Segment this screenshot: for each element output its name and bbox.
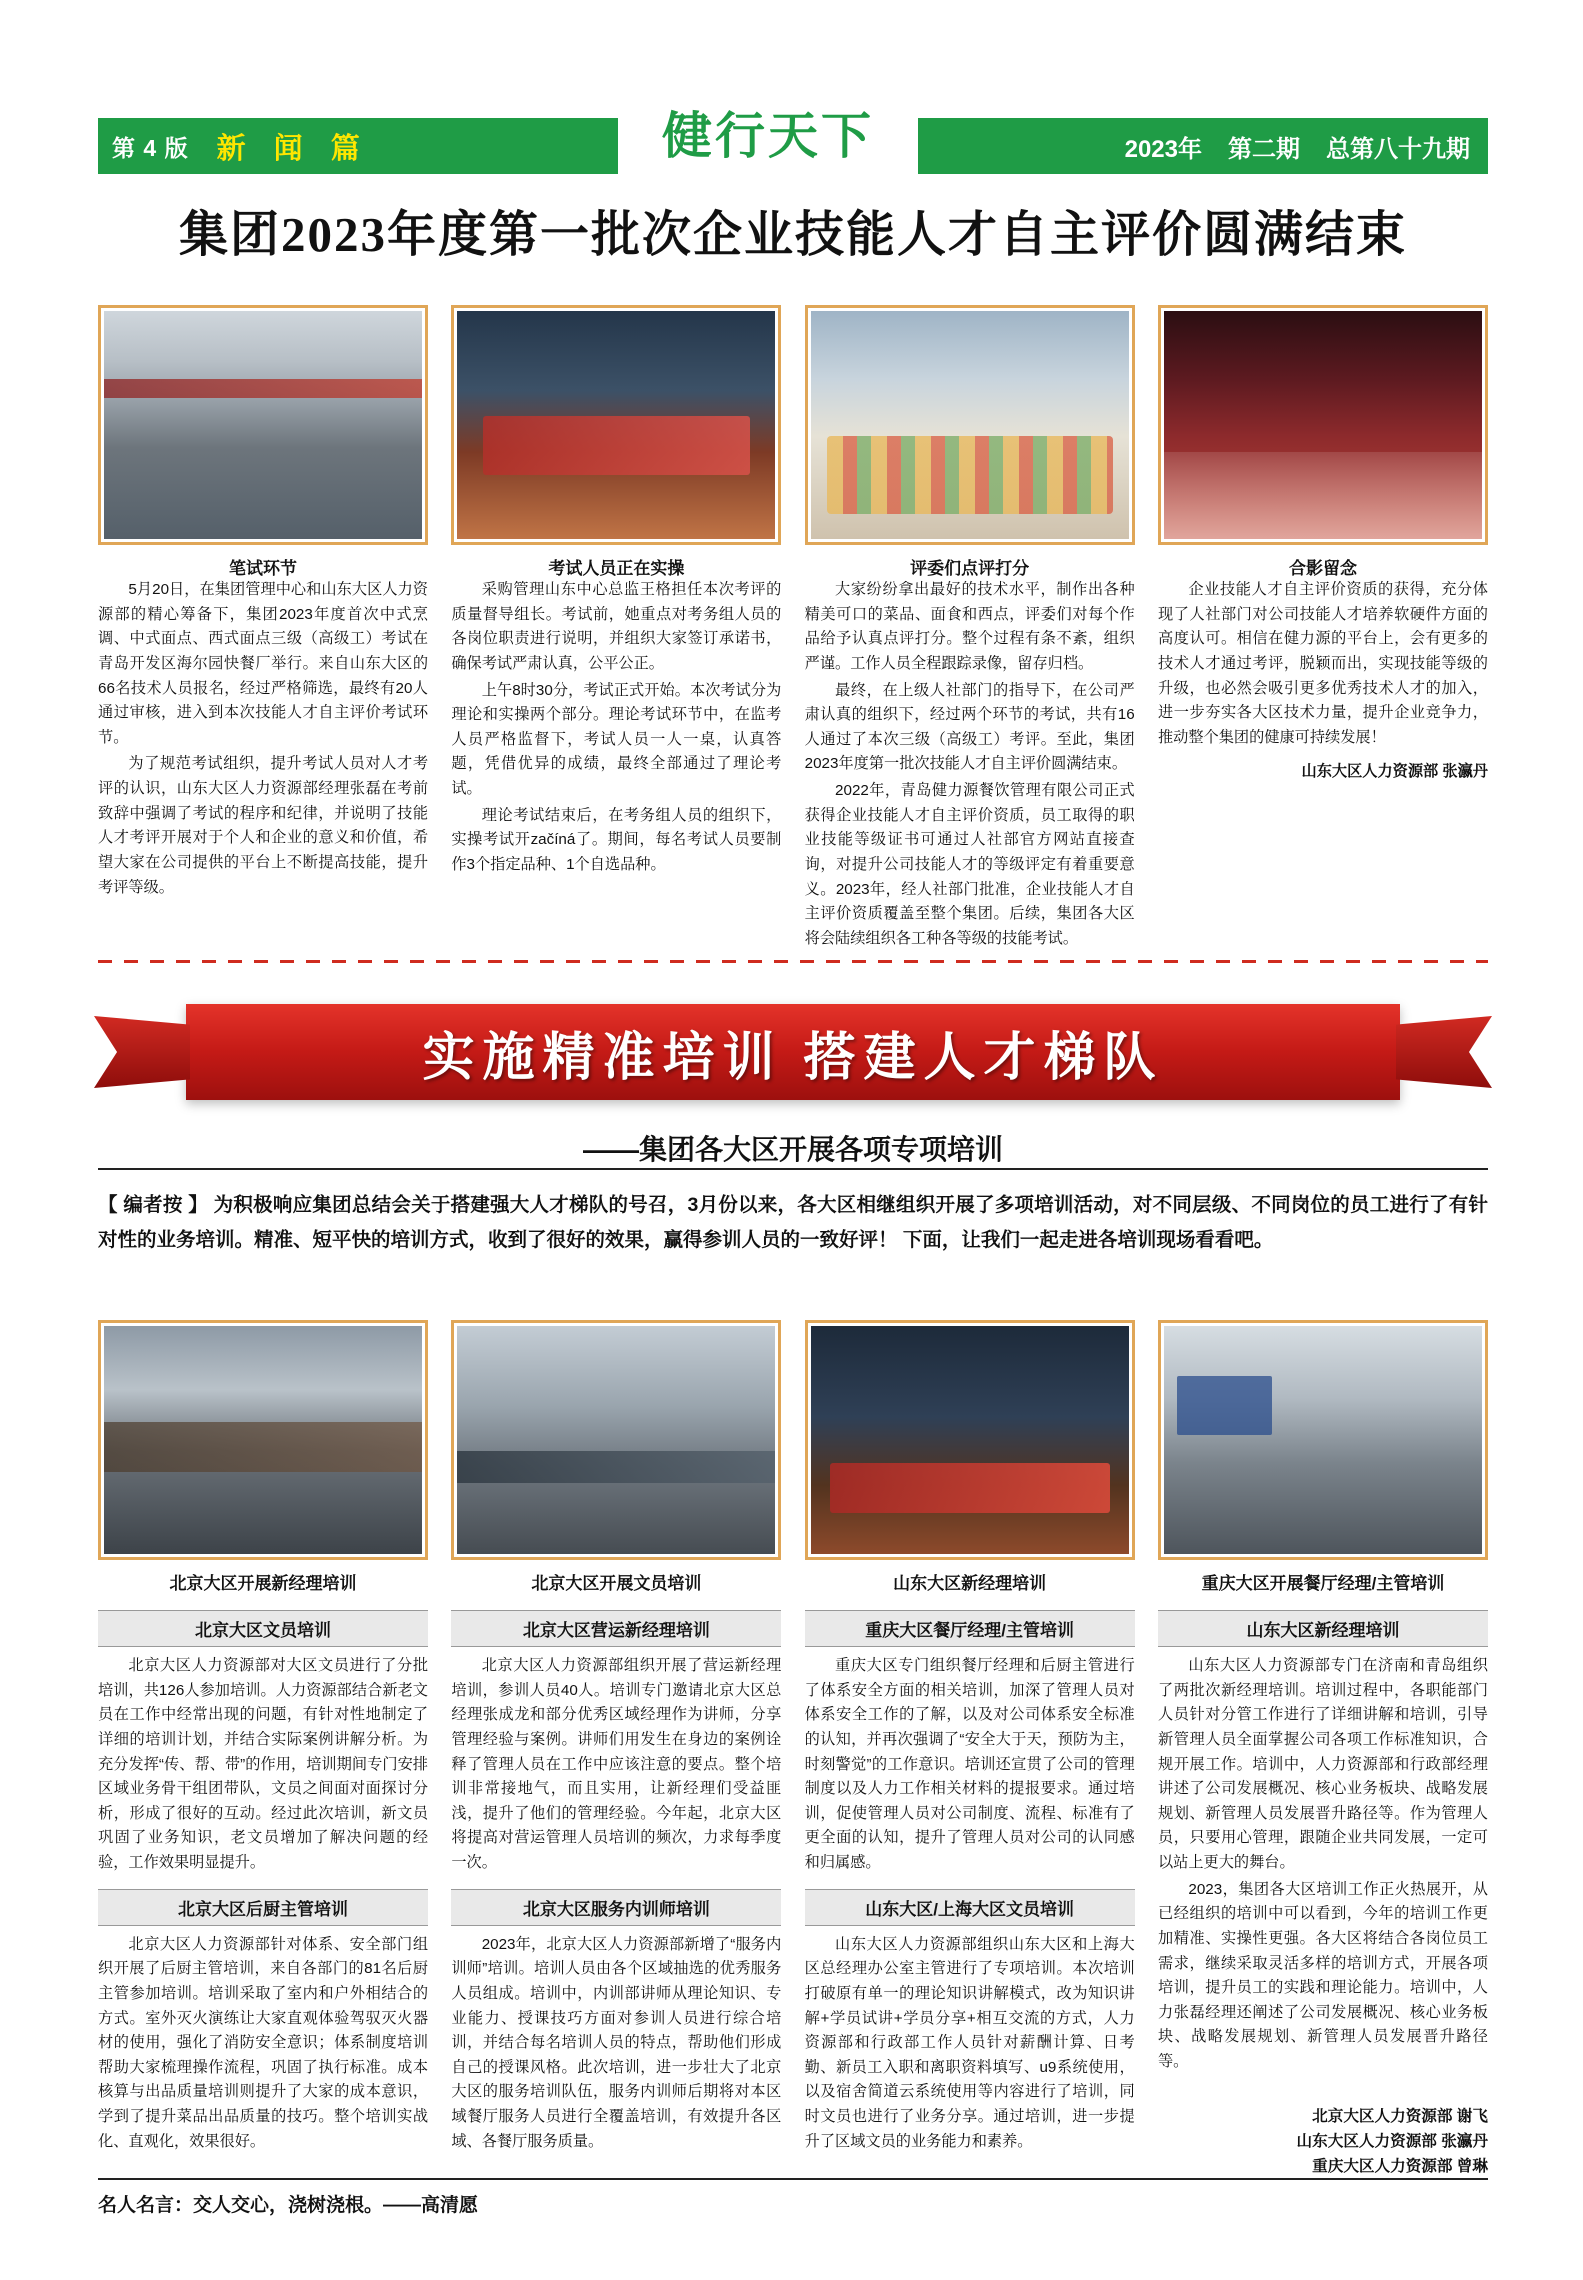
- photo-frame: [1158, 1320, 1488, 1560]
- article-column-1: [98, 1610, 428, 2156]
- photo-row-top: [98, 305, 1488, 579]
- photo-caption: 山东大区新经理培训: [893, 1574, 1047, 1593]
- photo-frame: [98, 1320, 428, 1560]
- publication-logo-text: 健行天下: [662, 108, 874, 164]
- photo-frame: [1158, 305, 1488, 545]
- issue-total: 总第八十九期: [1326, 135, 1470, 163]
- photo-image: [457, 311, 775, 539]
- photo-image: [104, 1326, 422, 1554]
- sub-headline: 北京大区后厨主管培训: [98, 1889, 428, 1926]
- paragraph: 最终，在上级人社部门的指导下，在公司严肃认真的组织下，经过两个环节的考试，共有16人通过了本次三级（高级工）考评。至此，集团2023年度第一批次技能人才自主评价圆满结束。: [804, 681, 1135, 773]
- photo-frame: [451, 1320, 781, 1560]
- paragraph: 理论考试结束后，在考务组人员的组织下，实操考试开začíná了。期间，每名考试人员要制作3个指定品种、1个自选品种。: [451, 806, 782, 873]
- masthead-left: [98, 118, 370, 174]
- issue-number: 第二期: [1228, 135, 1300, 163]
- photo-caption: 笔试环节: [229, 559, 297, 578]
- photo-image: [457, 1326, 775, 1554]
- article-column-4: [1158, 1610, 1488, 2156]
- article-column-4: [1158, 578, 1488, 953]
- photo-caption: 北京大区开展文员培训: [531, 1574, 702, 1593]
- photo-caption: 评委们点评打分: [910, 559, 1030, 578]
- paragraph: 企业技能人才自主评价资质的获得，充分体现了人社部门对公司技能人才培养软硬件方面的高度认可。相信在健力源的平台上，会有更多的技术人才通过考评，脱颖而出，实现技能等级的升级，也必然会吸引更多优秀技术人才的加入，进一步夯实各大区技术力量，提升企业竞争力，推动整个集团的健康可持续发展！: [1157, 581, 1488, 746]
- photo-caption: 重庆大区开展餐厅经理/主管培训: [1201, 1574, 1445, 1593]
- photo-image: [1164, 311, 1482, 539]
- sub-headline: 北京大区文员培训: [98, 1610, 428, 1647]
- photo-caption: 北京大区开展新经理培训: [169, 1574, 357, 1593]
- signature-line: 重庆大区人力资源部 曾琳: [1312, 2157, 1488, 2175]
- sub-headline: 山东大区新经理培训: [1158, 1610, 1488, 1647]
- signature-line: 山东大区人力资源部 张瀛丹: [1296, 2132, 1488, 2150]
- paragraph: 2022年，青岛健力源餐饮管理有限公司正式获得企业技能人才自主评价资质，员工取得的职业技能等级证书可通过人社部官方网站直接查询，对提升公司技能人才的等级评定有着重要意义。2023年，经人社部门批准，企业技能人才自主评价资质覆盖至整个集团。后续，集团各大区将会陆续组织各工种各等级的技能考试。: [804, 782, 1135, 947]
- paragraph: 北京大区人力资源部组织开展了营运新经理培训，参训人员40人。培训专门邀请北京大区总经理张成龙和部分优秀区域经理作为讲师，分享管理经验与案例。讲师们用发生在身边的案例诠释了管理人员在工作中应该注意的要点。整个培训非常接地气，而且实用，让新经理们受益匪浅，提升了他们的管理经验。今年起，北京大区将提高对营运管理人员培训的频次，力求每季度一次。: [451, 1657, 782, 1871]
- footer-quote: 名人名言：交人交心，浇树浇根。——高清愿: [98, 2195, 479, 2216]
- photo-frame: [805, 1320, 1135, 1560]
- paragraph: 山东大区人力资源部组织山东大区和上海大区总经理办公室主管进行了专项培训。本次培训打破原有单一的理论知识讲解模式，改为知识讲解+学员试讲+学员分享+相互交流的方式，人力资源部和行政部工作人员针对薪酬计算、日考勤、新员工入职和离职资料填写、u9系统使用，以及宿舍简道云系统使用等内容进行了培训，同时文员也进行了业务分享。通过培训，进一步提升了区域文员的业务能力和素养。: [804, 1935, 1135, 2150]
- photo-item: [1158, 305, 1488, 579]
- photo-item: [98, 305, 428, 579]
- page-number-label: 第 4 版: [112, 134, 189, 161]
- article-bottom-columns: [98, 1610, 1488, 2156]
- paragraph: 北京大区人力资源部对大区文员进行了分批培训，共126人参加培训。人力资源部结合新老文员在工作中经常出现的问题，有针对性地制定了详细的培训计划，并结合实际案例讲解分析。为充分发挥“传、帮、带”的作用，培训期间专门安排区域业务骨干组团带队，文员之间面对面探讨分析，形成了很好的互动。经过此次培训，新文员巩固了业务知识，老文员增加了解决问题的经验，工作效果明显提升。: [98, 1657, 428, 1871]
- paragraph: 为了规范考试组织，提升考试人员对人才考评的认识，山东大区人力资源部经理张磊在考前致辞中强调了考试的程序和纪律，并说明了技能人才考评开展对于个人和企业的意义和价值，希望大家在公司提供的平台上不断提高技能，提升考评等级。: [98, 755, 428, 896]
- photo-row-bottom: [98, 1320, 1488, 1594]
- article-column-3: [805, 578, 1135, 953]
- paragraph: 上午8时30分，考试正式开始。本次考试分为理论和实操两个部分。理论考试环节中，在监考人员严格监督下，考试人员一人一桌，认真答题，凭借优异的成绩，最终全部通过了理论考试。: [451, 681, 782, 797]
- photo-caption: 考试人员正在实操: [548, 559, 685, 578]
- issue-year: 2023年: [1124, 135, 1202, 163]
- photo-image: [1164, 1326, 1482, 1554]
- banner-title: 实施精准培训 搭建人才梯队: [422, 1029, 1164, 1087]
- photo-item: [1158, 1320, 1488, 1594]
- paragraph: 2023，集团各大区培训工作正火热展开，从已经组织的培训中可以看到，今年的培训工作更加精准、实操性更强。各大区将结合各岗位员工需求，继续采取灵活多样的培训方式，开展各项培训，提升员工的实践和理论能力。培训中，人力张磊经理还阐述了公司发展概况、核心业务板块、战略发展规划、新管理人员发展晋升路径等。: [1157, 1880, 1488, 2070]
- signature-line: 北京大区人力资源部 谢飞: [1312, 2108, 1488, 2125]
- paragraph: 2023年，北京大区人力资源部新增了“服务内训师”培训。培训人员由各个区域抽选的优秀服务人员组成。培训中，内训部讲师从理论知识、专业能力、授课技巧方面对参训人员进行综合培训，并结合每名培训人员的特点，帮助他们形成自己的授课风格。此次培训，进一步壮大了北京大区的服务培训队伍，服务内训师后期将对本区域餐厅服务人员进行全覆盖培训，有效提升各区域、各餐厅服务质量。: [451, 1935, 782, 2150]
- page-title: 集团2023年度第一批次企业技能人才自主评价圆满结束: [178, 207, 1407, 262]
- article-column-1: [98, 578, 428, 953]
- banner-underline: [98, 1168, 1488, 1170]
- section-divider: [98, 960, 1488, 963]
- article-bottom-signatures: [1158, 2105, 1488, 2180]
- banner-ribbon: [186, 1004, 1400, 1100]
- photo-caption: 合影留念: [1288, 559, 1357, 578]
- section-label: 新 闻 篇: [216, 132, 370, 165]
- photo-image: [811, 1326, 1129, 1554]
- banner-subtitle: ——集团各大区开展各项专项培训: [582, 1134, 1003, 1165]
- photo-frame: [451, 305, 781, 545]
- article-top-columns: [98, 578, 1488, 953]
- paragraph: 大家纷纷拿出最好的技术水平，制作出各种精美可口的菜品、面食和西点，评委们对每个作品给予认真点评打分。整个过程有条不紊，组织严谨。工作人员全程跟踪录像，留存归档。: [804, 581, 1135, 672]
- masthead-bar: [98, 108, 1488, 174]
- photo-item: [451, 305, 781, 579]
- photo-image: [811, 311, 1129, 539]
- photo-image: [104, 311, 422, 539]
- sub-headline: 重庆大区餐厅经理/主管培训: [805, 1610, 1135, 1647]
- article-signature: 山东大区人力资源部 张瀛丹: [1301, 763, 1488, 781]
- article-column-2: [451, 1610, 781, 2156]
- photo-item: [805, 305, 1135, 579]
- paragraph: 5月20日，在集团管理中心和山东大区人力资源部的精心筹备下，集团2023年度首次中式烹调、中式面点、西式面点三级（高级工）考试在青岛开发区海尔园快餐厂举行。来自山东大区的66名技术人员报名，经过严格筛选，最终有20人通过审核，进入到本次技能人才自主评价考试环节。: [98, 581, 428, 746]
- photo-item: [451, 1320, 781, 1594]
- sub-headline: 北京大区服务内训师培训: [451, 1889, 781, 1926]
- sub-headline: 山东大区/上海大区文员培训: [805, 1889, 1135, 1926]
- editor-note: 【 编者按 】 为积极响应集团总结会关于搭建强大人才梯队的号召，3月份以来，各大区相继组织开展了多项培训活动，对不同层级、不同岗位的员工进行了有针对性的业务培训。精准、短平快的培训方式，收到了很好的效果，赢得参训人员的一致好评！ 下面，让我们一起走进各培训现场看看吧。: [98, 1194, 1488, 1252]
- paragraph: 重庆大区专门组织餐厅经理和后厨主管进行了体系安全方面的相关培训，加深了管理人员对体系安全工作的了解，以及对公司体系安全标准的认知，并再次强调了“安全大于天，预防为主，时刻警觉”的工作意识。培训还宣贯了公司的管理制度以及人力工作相关材料的提报要求。通过培训，促使管理人员对公司制度、流程、标准有了更全面的认知，提升了管理人员对公司的认同感和归属感。: [804, 1657, 1135, 1871]
- masthead-issue-info: [1099, 118, 1470, 174]
- footer-divider: [98, 2178, 1488, 2180]
- publication-logo: [618, 90, 918, 174]
- photo-item: [805, 1320, 1135, 1594]
- paragraph: 北京大区人力资源部针对体系、安全部门组织开展了后厨主管培训，来自各部门的81名后厨主管参加培训。培训采取了室内和户外相结合的方式。室外灭火演练让大家直观体验驾驭灭火器材的使用，强化了消防安全意识；体系制度培训帮助大家梳理操作流程，巩固了执行标准。成本核算与出品质量培训则提升了大家的成本意识，学到了提升菜品出品质量的技巧。整个培训实战化、直观化，效果很好。: [98, 1935, 428, 2150]
- sub-headline: 北京大区营运新经理培训: [451, 1610, 781, 1647]
- paragraph: 采购管理山东中心总监王格担任本次考评的质量督导组长。考试前，她重点对考务组人员的各岗位职责进行说明，并组织大家签订承诺书，确保考试严肃认真，公平公正。: [451, 581, 782, 672]
- article-column-3: [805, 1610, 1135, 2156]
- paragraph: 山东大区人力资源部专门在济南和青岛组织了两批次新经理培训。培训过程中，各职能部门人员针对分管工作进行了详细讲解和培训，引导新管理人员全面掌握公司各项工作标准知识，合规开展工作。培训中，人力资源部和行政部经理讲述了公司发展概况、核心业务板块、战略发展规划、新管理人员发展晋升路径等。作为管理人员，只要用心管理，跟随企业共同发展，一定可以站上更大的舞台。: [1157, 1657, 1488, 1871]
- photo-frame: [98, 305, 428, 545]
- article-column-2: [451, 578, 781, 953]
- photo-frame: [805, 305, 1135, 545]
- photo-item: [98, 1320, 428, 1594]
- feature-banner: [98, 990, 1488, 1115]
